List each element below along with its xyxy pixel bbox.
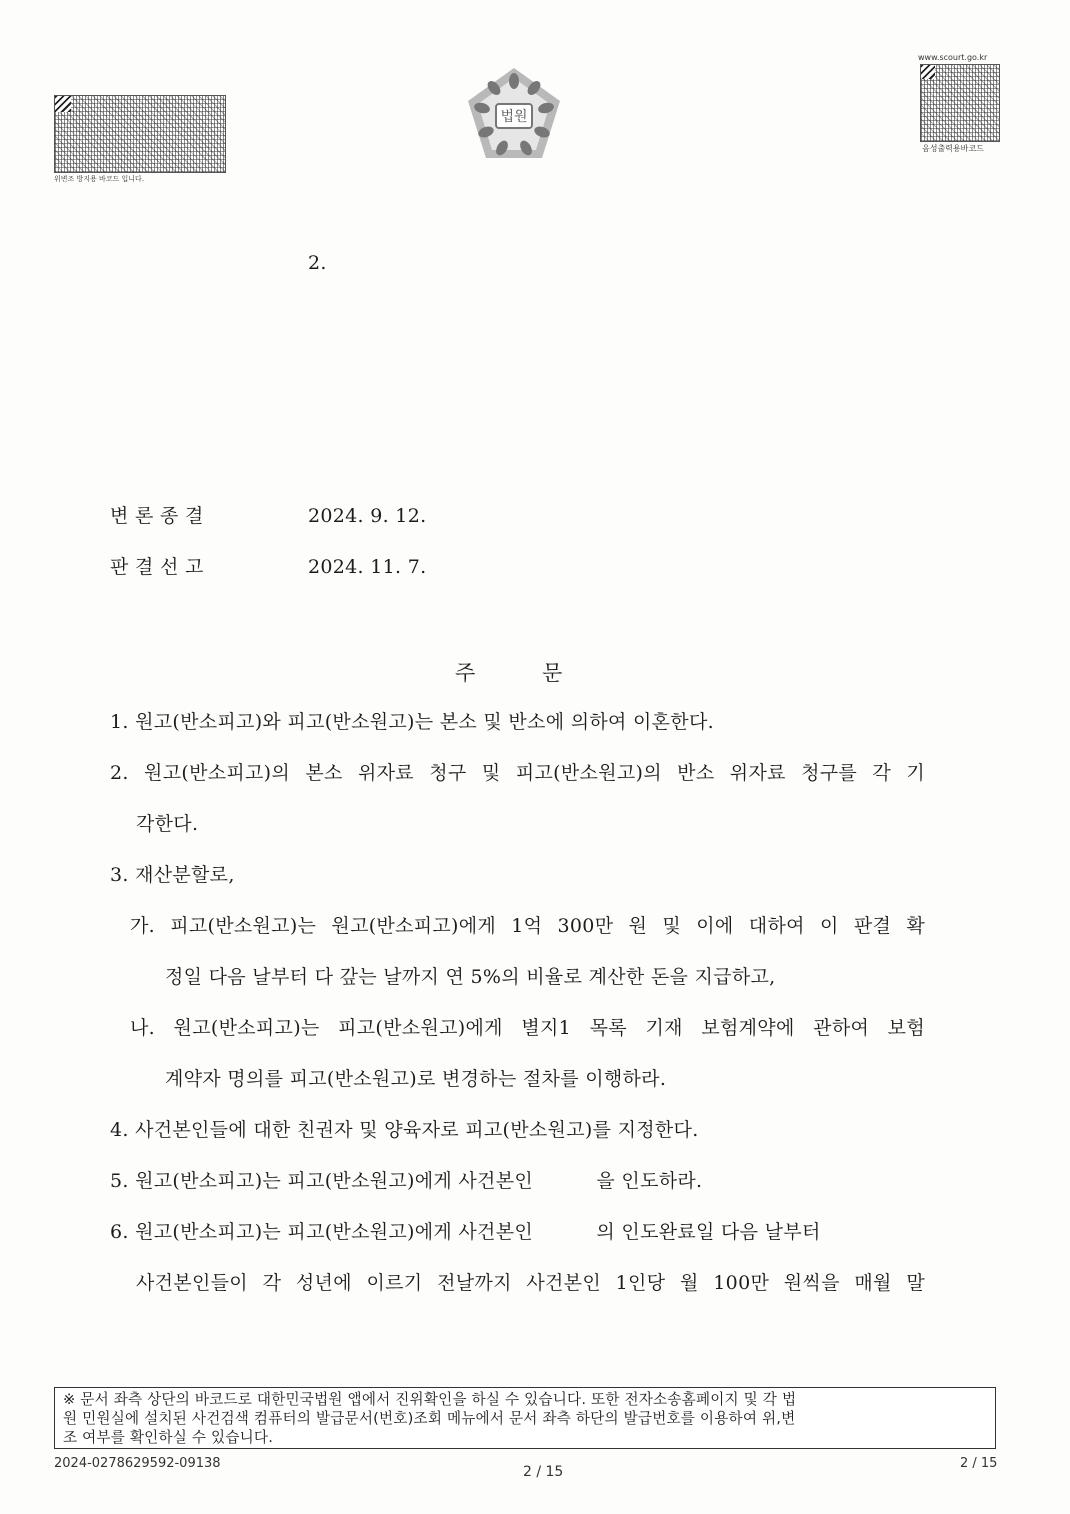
order-item-2: 2. 원고(반소피고)의 본소 위자료 청구 및 피고(반소원고)의 반소 위자료 청구를 각 기 (110, 762, 925, 784)
closing-argument-label: 변 론 종 결 (110, 505, 204, 527)
notice-line-3: 조 여부를 확인하실 수 있습니다. (63, 1429, 274, 1446)
issue-number: 2024-0278629592-09138 (54, 1456, 221, 1471)
order-item-2-cont: 각한다. (136, 813, 199, 835)
section-title: 주 문 (455, 661, 563, 685)
court-emblem-icon (464, 64, 564, 164)
order-item-6: 6. 원고(반소피고)는 피고(반소원고)에게 사건본인 의 인도완료일 다음 날부터 (110, 1221, 821, 1243)
voice-output-barcode-caption: 음성출력용바코드 (922, 144, 984, 153)
judgment-date: 2024. 11. 7. (308, 556, 427, 578)
emblem-label: 법원 (500, 109, 528, 125)
judgment-date-label: 판 결 선 고 (110, 556, 204, 578)
barcode-corner-mark (921, 65, 935, 79)
voice-output-barcode (920, 64, 1000, 142)
closing-argument-date: 2024. 9. 12. (308, 505, 427, 527)
authenticity-barcode-caption: 위변조 방지용 바코드 입니다. (54, 175, 145, 183)
page-number-center: 2 / 15 (523, 1464, 564, 1480)
order-item-3: 3. 재산분할로, (110, 864, 235, 886)
authenticity-barcode (54, 95, 226, 173)
order-item-3a: 가. 피고(반소원고)는 원고(반소피고)에게 1억 300만 원 및 이에 대하여 이 판결 확 (130, 915, 925, 937)
order-item-3b-cont: 계약자 명의를 피고(반소원고)로 변경하는 절차를 이행하라. (165, 1068, 667, 1090)
verification-notice (54, 1387, 996, 1449)
page-number-right: 2 / 15 (960, 1456, 998, 1471)
order-item-3b: 나. 원고(반소피고)는 피고(반소원고)에게 별지1 목록 기재 보험계약에 관하여 보험 (130, 1017, 925, 1039)
notice-line-1: ※ 문서 좌측 상단의 바코드로 대한민국법원 앱에서 진위확인을 하실 수 있습니다. 또한 전자소송홈페이지 및 각 법 (63, 1391, 797, 1408)
order-item-1: 1. 원고(반소피고)와 피고(반소원고)는 본소 및 반소에 의하여 이혼한다. (110, 711, 714, 733)
barcode-corner-mark (55, 96, 71, 112)
order-item-4: 4. 사건본인들에 대한 친권자 및 양육자로 피고(반소원고)를 지정한다. (110, 1119, 699, 1141)
notice-line-2: 원 민원실에 설치된 사건검색 컴퓨터의 발급문서(번호)조회 메뉴에서 문서 좌측 하단의 발급번호를 이용하여 위,변 (63, 1410, 796, 1427)
order-item-6-cont: 사건본인들이 각 성년에 이르기 전날까지 사건본인 1인당 월 100만 원씩을 매월 말 (136, 1272, 925, 1294)
page-marker: 2. (308, 252, 327, 274)
order-item-3a-cont: 정일 다음 날부터 다 갚는 날까지 연 5%의 비율로 계산한 돈을 지급하고, (165, 966, 776, 988)
court-website: www.scourt.go.kr (918, 53, 988, 62)
order-item-5: 5. 원고(반소피고)는 피고(반소원고)에게 사건본인 을 인도하라. (110, 1170, 703, 1192)
